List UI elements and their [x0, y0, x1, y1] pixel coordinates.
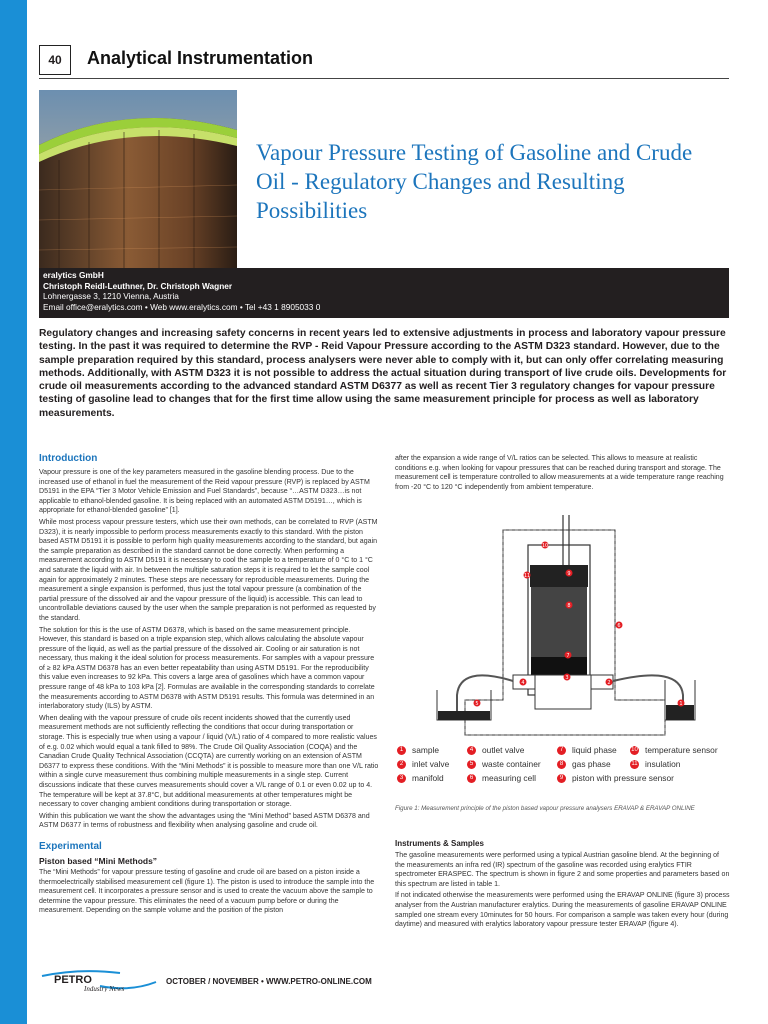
- marker-icon: 7: [557, 746, 566, 755]
- legend-label: outlet valve: [482, 745, 525, 755]
- legend-item: [467, 745, 524, 755]
- legend-label: manifold: [412, 773, 444, 783]
- figure-caption: Figure 1: Measurement principle of the piston based vapour pressure analysers ERAVAP & ERAVAP ONLINE: [395, 805, 695, 812]
- legend-label: inlet valve: [412, 759, 450, 769]
- paragraph: after the expansion a wide range of V/L ratios can be selected. This allows to measure at realistic conditions e.g. when looking for vapour pressures that can be reached during transport and storage. The measurement cell is temperature controlled to allow measurements at a wide temperature range reaching from -20 °C to 120 °C independently from ambient temperature.: [395, 455, 724, 491]
- gas-phase: [531, 587, 587, 657]
- side-accent-bar: [0, 0, 27, 1024]
- svg-text:1: 1: [679, 700, 683, 707]
- footer-text: OCTOBER / NOVEMBER • WWW.PETRO-ONLINE.COM: [166, 977, 372, 986]
- marker-icon: 1: [397, 746, 406, 755]
- article-title: Vapour Pressure Testing of Gasoline and Crude Oil - Regulatory Changes and Resulting Possibilities: [256, 140, 693, 223]
- header-rule: [39, 78, 729, 79]
- legend-label: sample: [412, 745, 439, 755]
- legend-label: gas phase: [572, 759, 611, 769]
- legend-item: [630, 745, 718, 755]
- figure-legend: [397, 745, 730, 785]
- svg-text:10: 10: [541, 542, 549, 549]
- legend-item: [557, 773, 674, 783]
- svg-text:3: 3: [565, 674, 569, 681]
- author-contact: Email office@eralytics.com • Web www.eralytics.com • Tel +43 1 8905033 0: [43, 301, 321, 312]
- author-box: [39, 268, 729, 318]
- paragraph: The solution for this is the use of ASTM D6378, which is based on the same measurement principle. However, this standard is based on a triple expansion step, which allows calculating the absolute vapour pressure of the liquid, as well as the partial pressure of the dissolved air. Cooling or air saturation is not necessary, thus making it the ideal solution for process measurements. For samples with a vapour pressure of ≥ 82 kPa ASTM D6378 has an even better repeatability than using ASTM D5191. For the reproducibility this value even increases to 92 kPa. This covers a large area of gasolines which have a common vapour pressure range of 48 kPa to 103 kPa [2]. Formulas are available in the corresponding standards to correlate the measurements according to ASTM D6378 with ASTM D5191 results. This formula was determined in an interlaboratory study (ILS) by ASTM.: [39, 626, 375, 711]
- mini-methods-subheading: Piston based “Mini Methods”: [39, 855, 158, 866]
- legend-label: liquid phase: [572, 745, 617, 755]
- svg-text:6: 6: [617, 622, 621, 629]
- liquid-phase: [531, 657, 587, 677]
- storage-tank-photo: [39, 90, 237, 268]
- paragraph: When dealing with the vapour pressure of crude oils recent incidents showed that the currently used measurement methods are not sufficiently reflecting the conditions that occur during transportation or storage. This is especially true when using a vapour / liquid (V/L) ratio of 4 compared to more realistic values of e.g. 0.02 which would equal a tank filled to 98%. The Crude Oil Quality Association (COQA) and the Canadian Crude Quality Technical Association (CCQTA) are currently working on an extension of ASTM D6377 to express these conditions. With the “Mini Methods” it is possible to measure more than one V/L ratio within a single curve measurement thus combining multiple measurements in a single step. Current discussions indicate that these curves measurements should cover a V/L range of 0.1 or even 0.02 up to 4. The temperature will be kept at 37.8°C, but additional measurements at other temperatures might be necessary to cover changing ambient conditions during transportation or storage.: [39, 714, 379, 809]
- experimental-heading: Experimental: [39, 840, 102, 852]
- legend-item: [467, 773, 536, 783]
- legend-label: waste container: [482, 759, 541, 769]
- svg-text:2: 2: [607, 679, 611, 686]
- legend-label: measuring cell: [482, 773, 536, 783]
- abstract: Regulatory changes and increasing safety concerns in recent years led to extensive adjustments in process and laboratory vapour pressure testing. In the past it was required to determine the RVP - Reid Vapour Pressure according to the ASTM D323 standard. However, due to the sample preparation required by this standard, process analysers were never able to comply with it, but can only offer correlating measuring methods. Additionally, with ASTM D323 it is not possible to address the actual situation during transport of live crude oils. Developments for crude oil measurements according to the advanced standard ASTM D6377 as well as recent Tier 3 regulatory changes for vapour pressure testing of gasoline lead to changes that for the first time allow using the same measurement principle for process as well as laboratory measurements.: [39, 328, 727, 419]
- marker-icon: 3: [397, 774, 406, 783]
- section-title: Analytical Instrumentation: [87, 48, 314, 68]
- logo-text-bottom: Industry News: [84, 985, 125, 992]
- legend-label: piston with pressure sensor: [572, 773, 674, 783]
- svg-text:11: 11: [523, 572, 531, 579]
- page-number: 40: [39, 45, 71, 75]
- manifold: [535, 675, 591, 709]
- marker-icon: 10: [631, 746, 638, 753]
- legend-item: [397, 745, 439, 755]
- right-column-bottom: [395, 838, 730, 932]
- legend-item: [397, 773, 444, 783]
- legend-item: [557, 759, 611, 769]
- marker-icon: 5: [467, 760, 476, 769]
- svg-text:8: 8: [567, 602, 571, 609]
- marker-icon: 2: [397, 760, 406, 769]
- right-column-top: [395, 454, 730, 494]
- introduction-heading: Introduction: [39, 453, 98, 464]
- marker-icon: 9: [557, 774, 566, 783]
- legend-item: [557, 745, 617, 755]
- instruments-heading: Instruments & Samples: [395, 839, 484, 848]
- marker-icon: 8: [557, 760, 566, 769]
- piston: [530, 565, 588, 587]
- legend-item: [630, 759, 680, 769]
- legend-item: [397, 759, 449, 769]
- svg-text:9: 9: [567, 570, 571, 577]
- author-address: Lohnergasse 3, 1210 Vienna, Austria: [43, 291, 179, 301]
- marker-icon: 6: [467, 774, 476, 783]
- marker-icon: 4: [467, 746, 476, 755]
- author-names: Christoph Reidl-Leuthner, Dr. Christoph Wagner: [43, 280, 233, 291]
- legend-label: insulation: [645, 759, 681, 769]
- paragraph: While most process vapour pressure testers, which use their own methods, can be correlated to RVP (ASTM D323), it is nearly impossible to perform process measurements exactly to this standard. With the piston based ASTM D5191 it is possible to perform high quality measurements according to the standard, but again the sample preparation as described in the standard cannot be done correctly. When performing a measurement according to ASTM D5191 it is necessary to cool the sample to a temperature of 0 °C to 1 °C and saturate the liquid with air. In between the multiple saturation steps it is required to let the sample cool again for approximately 2 minutes. These steps are necessary for reproducible measurements. During the measurement a single expansion is performed, thus just the total vapour pressure (a combination of the partial pressure of the dissolved air and the vapour pressure of the liquid) is accessible. This can lead to uncontrollable deviations caused by the user when the sample preparation is not performed as requested by the standard.: [39, 518, 378, 622]
- logo-text-top: PETRO: [54, 974, 92, 986]
- legend-item: [467, 759, 541, 769]
- legend-label: temperature sensor: [645, 745, 718, 755]
- paragraph: If not indicated otherwise the measurements were performed using the ERAVAP ONLINE (figure 3) process analyser from the Austrian manufacturer eralytics. During the measurements of gasoline ERAVAP ONLINE sampled one stream every 10minutes for 50 hours. For comparison a sample was taken every hour (during daytime) and measured with eralytics laboratory vapour pressure tester ERAVAP (figure 4).: [395, 892, 730, 929]
- paragraph: The gasoline measurements were performed using a typical Austrian gasoline blend. At the beginning of the measurements an infra red (IR) spectrum of the gasoline was recorded using eralytics FTIR spectrometer ERASPEC. The spectrum is shown in figure 2 and some properties and parameters based on this spectrum are listed in table 1.: [395, 852, 730, 888]
- svg-text:5: 5: [475, 700, 479, 707]
- author-company: eralytics GmbH: [43, 270, 104, 280]
- petro-industry-news-logo: [40, 970, 158, 992]
- paragraph: The “Mini Methods” for vapour pressure testing of gasoline and crude oil are based on a piston inside a thermoelectrically stabilised measurement cell (figure 1). The piston is used to introduce the sample into the measurement cell. It incorporates a pressure sensor and is used to create the vacuum above the sample to determine the vapour pressure. This eliminates the need of a vacuum pump before or during the measurement. Depending on the sample volume and the position of the piston: [39, 868, 375, 915]
- marker-icon: 11: [631, 760, 638, 767]
- svg-text:4: 4: [521, 679, 525, 686]
- paragraph: Within this publication we want the show the advantages using the “Mini Method” based ASTM D6378 and ASTM D6377 in terms of robustness and flexibility when analysing gasoline and crude oil.: [39, 812, 370, 830]
- paragraph: Vapour pressure is one of the key parameters measured in the gasoline blending process. Due to the increased use of ethanol in fuel the measurement of the Reid vapour pressure (RVP) is replaced by ASTM D5191 in the EPA “Tier 3 Motor Vehicle Emission and Fuel Standards”, because “…ASTM D323…is not applicable to ethanol-blended gasoline. It is being replaced with an automated ASTM D5191…, which is appropriate for ethanol-blended gasoline” [1].: [39, 469, 370, 515]
- left-column: [39, 452, 379, 918]
- svg-text:7: 7: [566, 652, 570, 659]
